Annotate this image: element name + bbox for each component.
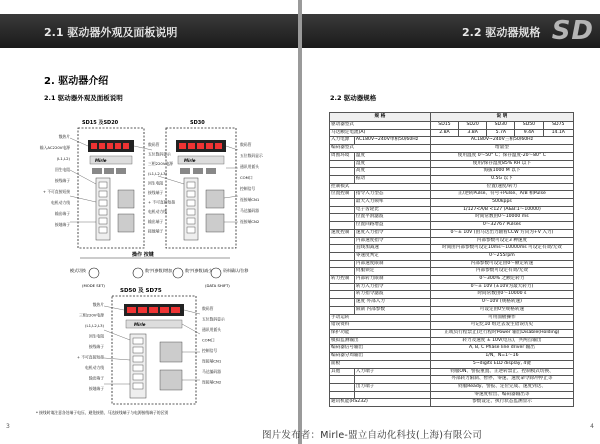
spec-cell: 湿度 — [354, 160, 430, 168]
spec-cell: AC180V~240V单相50/60Hz — [354, 137, 430, 145]
spec-cell: 直线加减速 — [354, 245, 430, 253]
spec-cell: 转力控制 — [330, 276, 355, 284]
diagram-label: 五位数码显示 — [148, 151, 171, 157]
drive-sd50-sd75 — [112, 286, 196, 404]
spec-row — [330, 345, 574, 353]
diagram-label: 散热片 — [92, 302, 104, 307]
watermark: 图片发布者：Mirle-盟立自动化科技(上海)有限公司 — [262, 430, 482, 441]
spec-row — [330, 376, 574, 384]
right-page — [302, 0, 600, 444]
diagram-label: 数码管 — [148, 142, 160, 147]
spec-cell: 3.8A — [459, 129, 487, 137]
spec-cell: 内部速度指令 — [354, 237, 430, 245]
spec-row — [330, 337, 574, 345]
section-title: 2. 驱动器介绍 — [44, 76, 109, 87]
diagram-label: + 不可直接短接 — [76, 354, 104, 360]
spec-cell: 通讯机能(RS232) — [330, 399, 431, 407]
spec-cell: 入力端子 — [354, 368, 430, 376]
svg-text:Mirle: Mirle — [95, 158, 107, 163]
spec-row — [330, 391, 574, 399]
spec-cell: 0.5G 以下 — [430, 175, 573, 183]
diagram-label: 接线端子 — [54, 178, 70, 183]
driver-diagram — [0, 0, 298, 444]
spec-row — [330, 322, 574, 330]
spec-cell: 内部速度限制 — [354, 260, 430, 268]
spec-cell: 内部参数可设定有效/无效 — [430, 268, 573, 276]
spec-row — [330, 222, 574, 230]
diagram-label: 连接端CN2 — [240, 219, 260, 224]
diagram-label: 资料确认/位移 — [223, 268, 249, 273]
spec-cell: 伺服Ready、警报、定位完成、速度到达、 — [430, 383, 573, 391]
left-header-title: 2.1 驱动器外观及面板说明 — [44, 26, 178, 39]
spec-cell: 最大入力频率 — [354, 199, 430, 207]
spec-row — [330, 252, 574, 260]
diagram-label: 回生电阻 — [148, 180, 164, 186]
spec-row — [330, 283, 574, 291]
spec-cell: 内部参数可设定由0～额定转速 — [430, 260, 573, 268]
spec-cell: 入力电源 — [330, 137, 355, 145]
diagram-label: 数字(参数)增加 — [145, 268, 173, 273]
diagram-label: + 不可直接短接 — [148, 199, 176, 205]
spec-cell — [330, 206, 355, 214]
diagram-label: 控制信号 — [240, 186, 256, 191]
diagram-label: (MODE SET) — [82, 283, 105, 288]
diagram-label: 连接端CN2 — [202, 379, 222, 385]
spec-cell: 内部参数可设定3 种速度 — [430, 237, 573, 245]
spec-row — [330, 199, 574, 207]
diagram-label: * 接线时请注意各处端子电压，避免接错，马达接线端子与电源接线端子的区别 — [36, 410, 169, 415]
spec-cell: 0～255rpm — [430, 252, 573, 260]
spec-row — [330, 183, 574, 191]
spec-cell: 位置回路增益 — [354, 222, 430, 230]
diagram-label: 数码管 — [202, 306, 214, 311]
diagram-label: 接地端子 — [88, 386, 104, 391]
spec-cell: 保护功能 — [330, 329, 431, 337]
spec-cell: 使用/保存湿度85% RH 以下 — [430, 160, 573, 168]
spec-cell: 温度 — [354, 152, 430, 160]
spec-cell: 外部转力限制、暂停、零速、速度命令除冲停止等 — [430, 376, 573, 384]
diagram-label: 输出端子 — [148, 218, 164, 224]
spec-table-header — [330, 113, 574, 122]
drive-sd15-sd20 — [78, 119, 144, 248]
spec-row — [330, 168, 574, 176]
diagram-label: 模式切换 — [70, 268, 86, 273]
spec-cell: 伺服锁定 — [354, 268, 430, 276]
spec-cell: 速度入力指令 — [354, 229, 430, 237]
spec-row — [330, 383, 574, 391]
spec-cell: SD15 — [430, 122, 458, 130]
diagram-label: 通讯用插头 — [240, 164, 259, 169]
diagram-label: 数码管 — [240, 142, 252, 147]
spec-cell: 位置控制 — [330, 191, 355, 199]
spec-row — [330, 137, 574, 145]
spec-row — [330, 360, 574, 368]
sd-logo: SD — [551, 16, 594, 46]
spec-cell: 驱动器型式 — [330, 122, 431, 130]
diagram-label: 连接端CN1 — [240, 197, 260, 202]
spec-cell — [330, 237, 355, 245]
spec-cell: 500kpps — [430, 199, 573, 207]
spec-cell: 正或负行程禁止(过行程时Power 输出Disable(Holding) — [430, 329, 573, 337]
spec-cell — [330, 175, 355, 183]
spec-row — [330, 175, 574, 183]
spec-cell — [330, 391, 355, 399]
right-header-title: 2.2 驱动器规格 — [462, 26, 541, 39]
spec-cell: A, B, C Phase line driver 输出 — [430, 345, 573, 353]
spec-row — [330, 160, 574, 168]
spec-cell: 参数设定、执行状态监测显示 — [430, 399, 573, 407]
spec-cell — [330, 168, 355, 176]
spec-cell: 零速度检出、编码器输出等 — [430, 391, 573, 399]
diagram-label: 三相220V电源 — [78, 312, 104, 318]
subsection-title-right: 2.2 驱动器规格 — [330, 94, 377, 102]
spec-row — [330, 214, 574, 222]
spec-cell: 使用温度 0～50° C；保存温度-20～80° C — [430, 152, 573, 160]
spec-row — [330, 276, 574, 284]
right-page-number: 4 — [590, 423, 594, 430]
diagram-label: 连接端CN1 — [202, 358, 222, 364]
spec-cell — [330, 268, 355, 276]
spec-cell: 时间常数由0～10000 s — [430, 291, 573, 299]
spec-row — [330, 245, 574, 253]
spec-cell — [330, 283, 355, 291]
spec-row — [330, 291, 574, 299]
diagram-label: 输出端子 — [88, 375, 104, 381]
spec-cell — [330, 299, 355, 307]
diagram-label: 接地端子 — [54, 222, 70, 227]
diagram-label: 马达编码器 — [240, 208, 259, 213]
drive-sd30 — [166, 120, 236, 248]
diagram-label: 电机动力线 — [85, 365, 104, 370]
spec-cell — [330, 160, 355, 168]
spec-cell: 0～32767 Pulses — [430, 222, 573, 230]
spec-cell: 5~digits ELD display, 4键 — [430, 360, 573, 368]
svg-text:Mirle: Mirle — [134, 322, 146, 327]
spec-cell: 海拔1000 M 以下 — [430, 168, 573, 176]
spec-cell: 0～300% 之额定转力 — [430, 276, 573, 284]
left-page-number: 3 — [6, 423, 10, 430]
spec-cell: 马达额定电流(A) — [330, 129, 431, 137]
spec-cell — [330, 199, 355, 207]
spec-cell: 编码器型式 — [330, 145, 431, 153]
diagram-label: 接地端子 — [148, 228, 164, 234]
spec-cell: 高度 — [354, 168, 430, 176]
svg-text:Mirle: Mirle — [184, 158, 196, 163]
spec-row — [330, 353, 574, 361]
right-header-bar — [302, 14, 600, 48]
diagram-label: 通讯用插头 — [202, 327, 221, 332]
diagram-label: 五位数码显示 — [240, 153, 263, 158]
spec-cell: 控制模式 — [330, 183, 431, 191]
spec-cell: 速度控制 — [330, 229, 355, 237]
spec-row — [330, 191, 574, 199]
spec-cell — [330, 260, 355, 268]
subsection-title-left: 2.1 驱动器外观及面板说明 — [44, 94, 123, 102]
diagram-label: + 不可直接短接 — [42, 189, 70, 194]
spec-cell: 时间常数由0～10000 ms — [430, 214, 573, 222]
spec-cell — [330, 214, 355, 222]
spec-cell: 可记忆10 组过去发生错误历史 — [430, 322, 573, 330]
spec-cell: 模拟监测输出 — [330, 337, 431, 345]
spec-cell: 其他 — [330, 368, 355, 376]
spec-cell: 1/127<A/B <127 (A&B:1～10000) — [430, 206, 573, 214]
diagram-label: (L1,L2,L3) — [148, 170, 167, 176]
spec-cell: 1/N，N=1～16 — [430, 353, 573, 361]
spec-cell: 伺服ON、警报重置、正逆转禁止、控制模式切换、 — [430, 368, 573, 376]
diagram-label: 散热片 — [58, 134, 70, 139]
left-page — [0, 0, 298, 444]
diagram-label: 数字(参数)减少 — [185, 268, 213, 273]
spec-row — [330, 368, 574, 376]
diagram-label: (L1,L2) — [56, 156, 70, 161]
spec-row — [330, 152, 574, 160]
diagram-label: (DATA SHIFT) — [205, 283, 230, 288]
spec-cell: 错误资料 — [330, 322, 431, 330]
spec-row — [330, 229, 574, 237]
spec-cell: 编码器分周输出 — [330, 353, 431, 361]
spec-cell: 振动 — [354, 175, 430, 183]
spec-cell: 零速度判定 — [354, 252, 430, 260]
diagram-label: SD30 — [190, 120, 205, 126]
diagram-label: 输出端子 — [54, 211, 70, 216]
diagram-label: COM口 — [240, 175, 253, 180]
spec-row — [330, 268, 574, 276]
spec-cell: 位置/速度/转力 — [430, 183, 573, 191]
spec-row — [330, 314, 574, 322]
diagram-label: 回生电阻 — [54, 167, 70, 172]
spec-row — [330, 399, 574, 407]
spec-row — [330, 145, 574, 153]
spec-cell: 转力及速度 ± 10V(电压)，共两点输出 — [430, 337, 573, 345]
spec-cell — [330, 245, 355, 253]
spec-cell: 9.4A — [515, 129, 543, 137]
diagram-label: SD50 及 SD75 — [120, 288, 162, 294]
diagram-label: 控制信号 — [202, 348, 218, 353]
spec-cell: 面板 — [330, 360, 431, 368]
spec-cell: 限制 内部参数 — [354, 306, 430, 314]
diagram-label: 三相220V电源 — [148, 161, 174, 167]
diagram-label: 接线端子 — [88, 344, 104, 349]
spec-cell: SD75 — [543, 122, 573, 130]
operation-keys — [70, 251, 248, 288]
spec-cell: 转力入力指令 — [354, 283, 430, 291]
diagram-label: COM口 — [202, 337, 215, 343]
spec-cell — [330, 376, 355, 384]
spec-cell: 5.7A — [487, 129, 515, 137]
spec-cell: 位置平滑滤波 — [354, 214, 430, 222]
spec-cell — [330, 222, 355, 230]
spec-cell: 可用面板操作 — [430, 314, 573, 322]
spec-cell: 编码器信号输出 — [330, 345, 431, 353]
diagram-label: SD15 及SD20 — [82, 120, 119, 126]
spec-cell: 正/逆转Pulse、符号+Pulse、A/B 相Pulse — [430, 191, 573, 199]
spec-header-cell: 说 明 — [430, 113, 573, 122]
spec-row — [330, 237, 574, 245]
spec-cell: 0～± 10V (±10V为最大转力) — [430, 283, 573, 291]
diagram-label: 电机动力线 — [148, 209, 167, 215]
spec-cell — [354, 391, 430, 399]
spec-row — [330, 329, 574, 337]
spec-cell: SD20 — [459, 122, 487, 130]
spec-row — [330, 306, 574, 314]
spec-cell: 指令入力型态 — [354, 191, 430, 199]
spec-cell: SD50 — [515, 122, 543, 130]
spec-cell — [354, 376, 430, 384]
diagram-label: (L1,L2,L3) — [85, 323, 104, 328]
spec-table — [329, 112, 574, 407]
spec-cell: 2.8A — [430, 129, 458, 137]
diagram-label: 电机动力线 — [51, 200, 70, 205]
spec-cell: 转力指令滤波 — [354, 291, 430, 299]
spec-row — [330, 129, 574, 137]
spec-cell: 0～± 10V (由马达出力轴看CCW 方向为+V 入力) — [430, 229, 573, 237]
spec-row — [330, 122, 574, 130]
diagram-label: 五位数码显示 — [202, 316, 225, 322]
spec-cell — [330, 291, 355, 299]
spec-cell: 14.1A — [543, 129, 573, 137]
diagram-label: 操作 按键 — [132, 252, 154, 258]
spec-cell: 时间由内部参数可设定10ms～10000ms 可设定有效/无效 — [430, 245, 573, 253]
spec-cell: 周围环境 — [330, 152, 355, 160]
spec-row — [330, 260, 574, 268]
spec-cell: 出力端子 — [354, 383, 430, 391]
spec-row — [330, 299, 574, 307]
diagram-label: 输入AC220V电源 — [39, 145, 70, 150]
spec-header-cell: 规 格 — [330, 113, 431, 122]
diagram-label: 接线端子 — [148, 190, 164, 195]
spec-cell: SD30 — [487, 122, 515, 130]
spec-cell: 手动运转 — [330, 314, 431, 322]
spec-cell: 电子齿轮比 — [354, 206, 430, 214]
spec-cell: 速度 外部入力 — [354, 299, 430, 307]
spec-cell: 可设定由0至规格转速 — [430, 306, 573, 314]
diagram-label: 马达编码器 — [202, 369, 221, 374]
diagram-label: 回生电阻 — [88, 333, 104, 339]
spec-cell: 增量型 — [430, 145, 573, 153]
spec-cell — [330, 383, 355, 391]
spec-cell — [330, 306, 355, 314]
spec-row — [330, 206, 574, 214]
spec-cell: AC180V~240V三相50/60Hz — [430, 137, 573, 145]
spec-cell — [330, 252, 355, 260]
spec-cell: 内部转力限制 — [354, 276, 430, 284]
spec-cell: 0～10V (规格转速) — [430, 299, 573, 307]
